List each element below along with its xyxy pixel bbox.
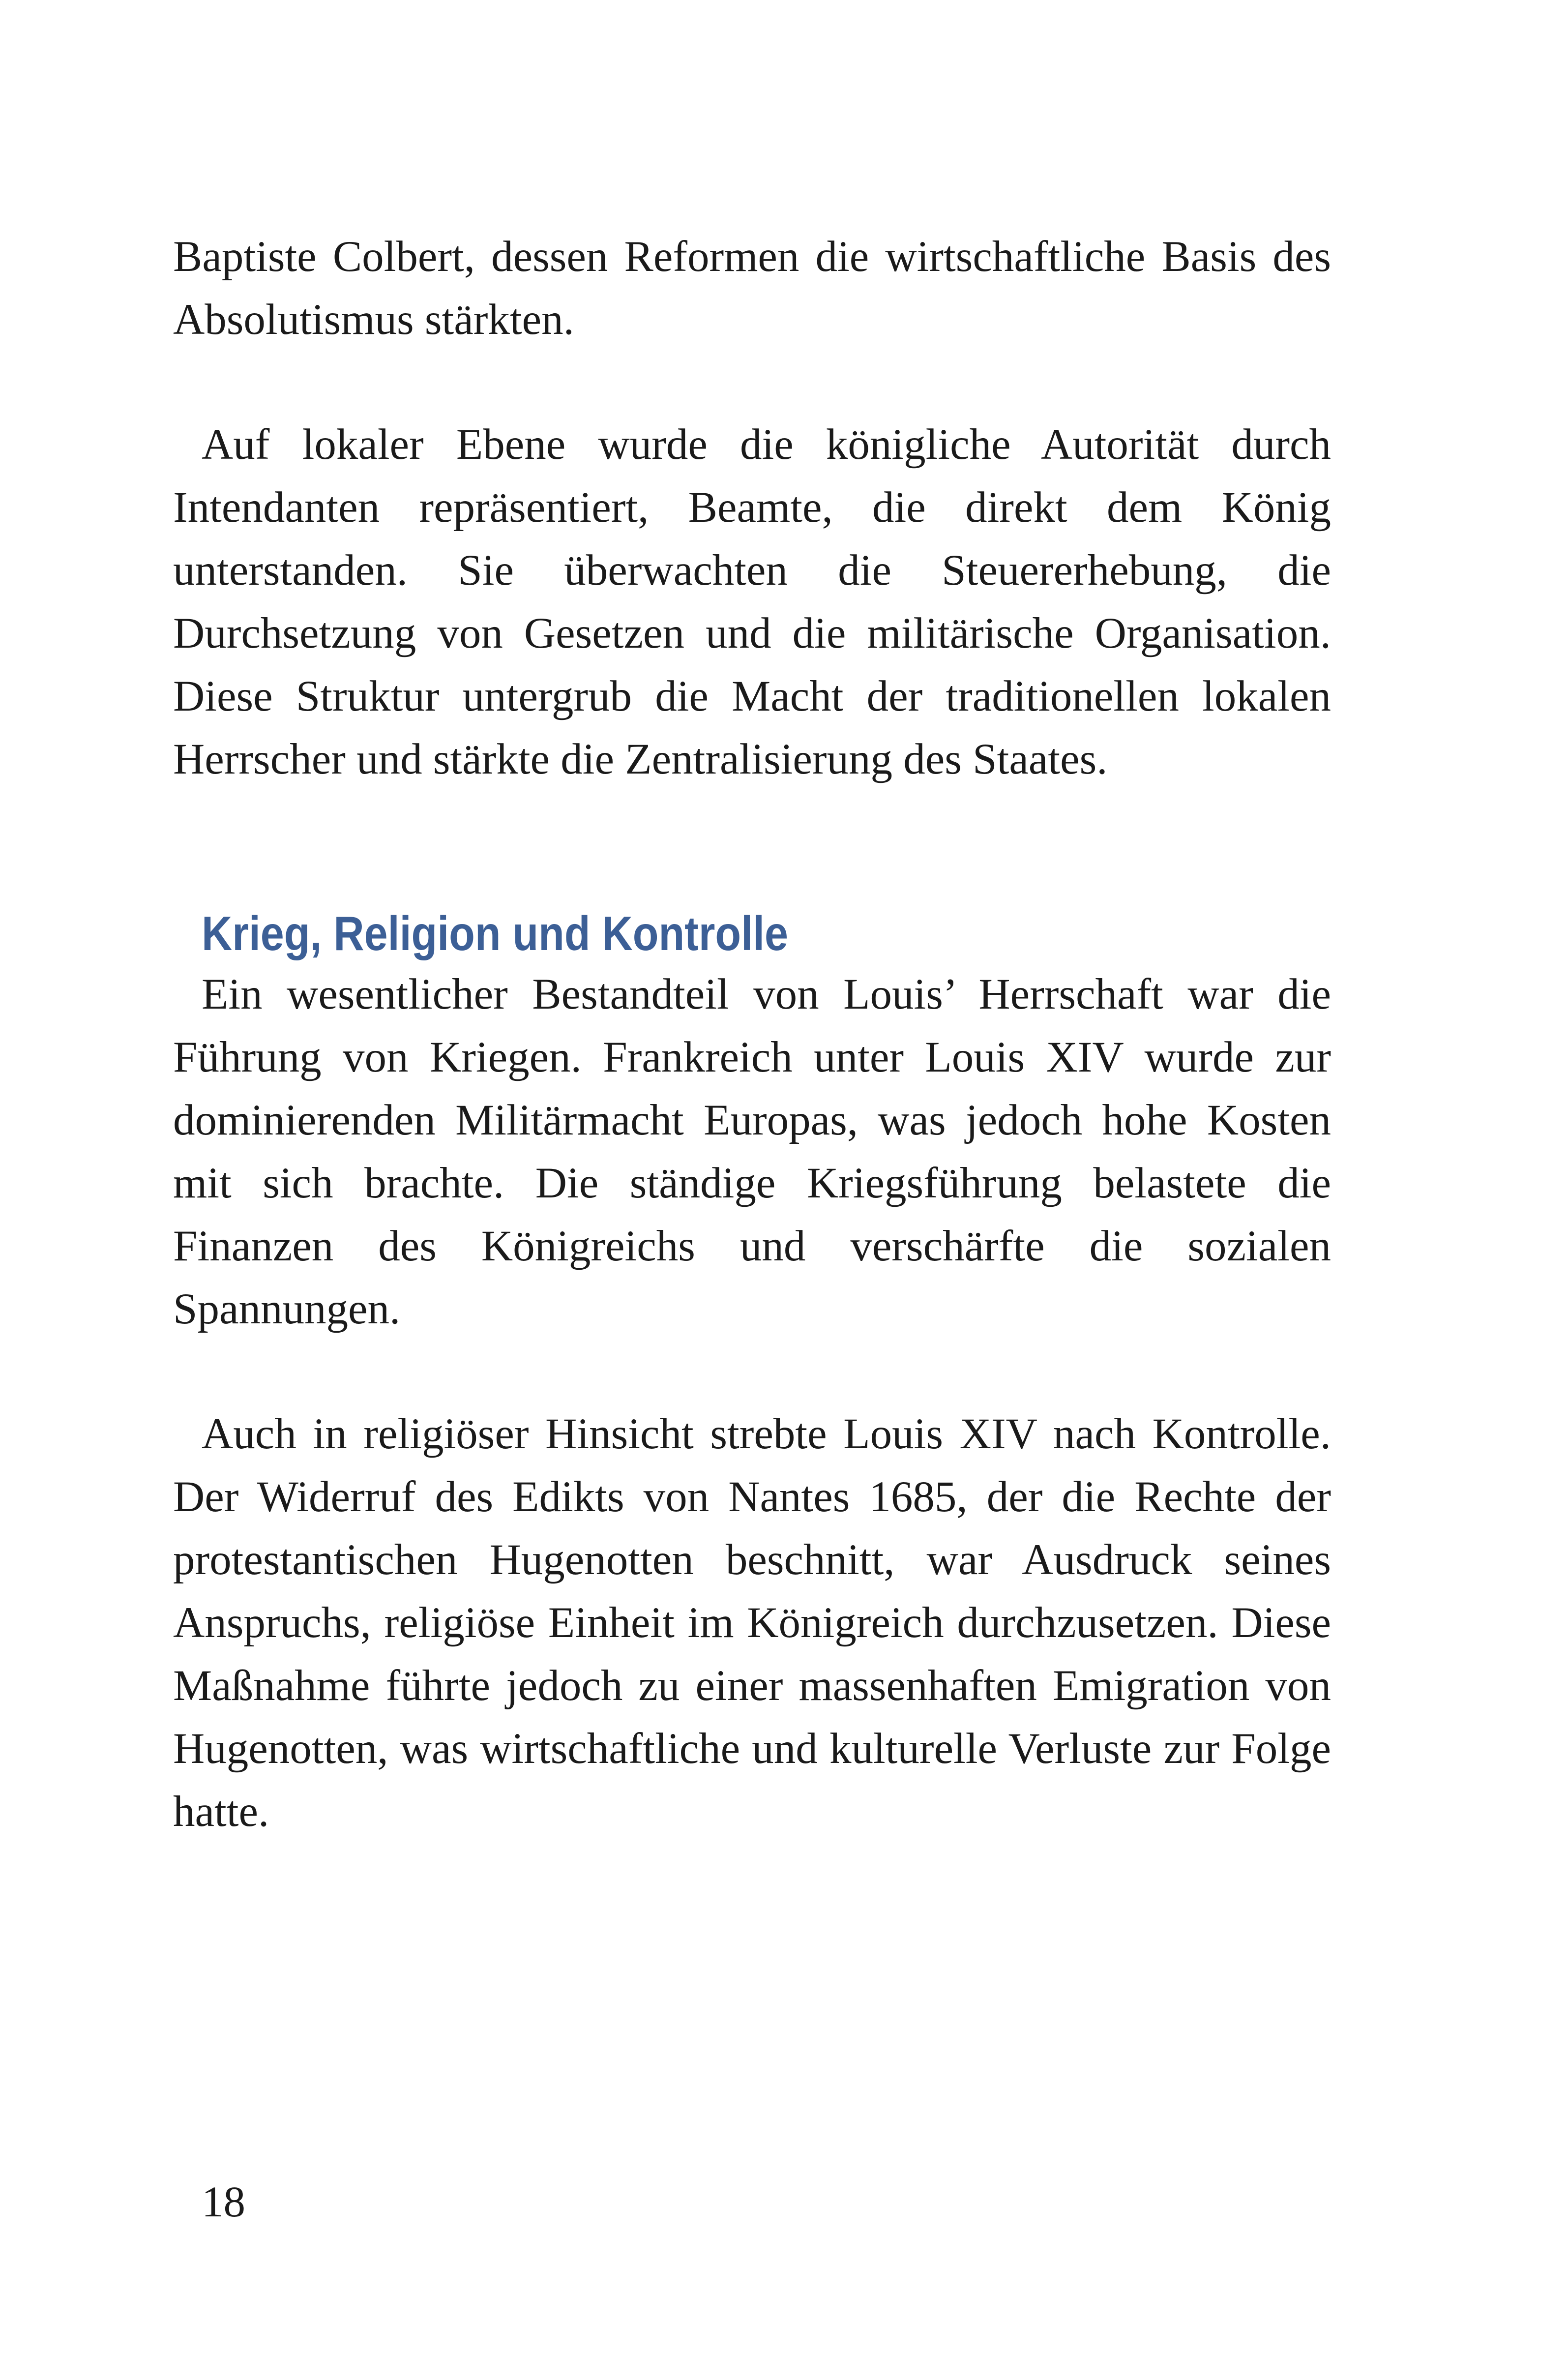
- paragraph-religion: Auch in religiöser Hinsicht strebte Louis XIV nach Kontrolle. Der Widerruf des Edikts von Nantes 1685, der die Rechte der protestantischen Hugenotten beschnitt, war Ausdruck seines Anspruchs, religiöse Einheit im Königreich durchzusetzen. Diese Maßnahme führte jedoch zu einer massenhaften Emigration von Hugenotten, was wirtschaftliche und kulturelle Verluste zur Folge hatte.: [173, 1410, 1331, 1836]
- paragraph-intendanten: Auf lokaler Ebene wurde die königliche Autorität durch Intendanten repräsentiert, Beamte, die direkt dem König unterstanden. Sie überwachten die Steuererhebung, die Durchsetzung von Gesetzen und die militärische Organisation. Diese Struktur untergrub die Macht der traditionellen lokalen Herrscher und stärkte die Zentralisierung des Staates.: [173, 420, 1331, 783]
- section-heading: Krieg, Religion und Kontrolle: [202, 906, 788, 961]
- page-number: 18: [202, 2178, 245, 2226]
- paragraph-colbert: Baptiste Colbert, dessen Reformen die wirtschaftliche Basis des Absolutismus stärkten.: [173, 233, 1331, 344]
- paragraph-kriege: Ein wesentlicher Bestandteil von Louis’ Herrschaft war die Führung von Kriegen. Frankreich unter Louis XIV wurde zur dominierenden Militärmacht Europas, was jedoch hohe Kosten mit sich brachte. Die ständige Kriegsführung belastete die Finanzen des Königreichs und verschärfte die sozialen Spannungen.: [173, 970, 1331, 1333]
